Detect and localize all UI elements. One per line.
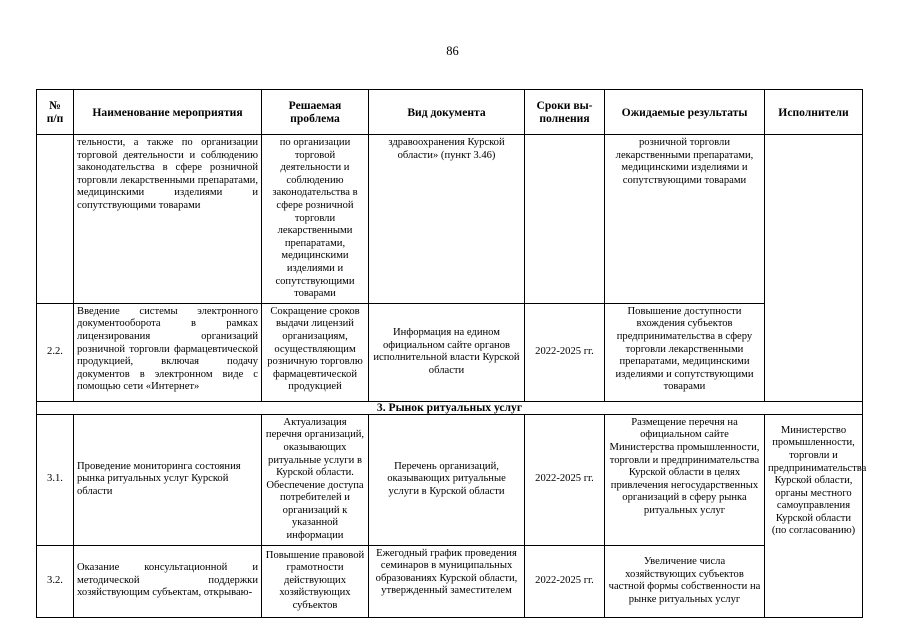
- row-terms: 2022-2025 гг.: [525, 545, 605, 617]
- table-row: [37, 303, 863, 401]
- row-name: тельности, а также по организации торговой деятельности и соблюдению законодательства в сфере розничной торговли лекарственными препаратами, медицинскими изделиями и сопутствующими товарами: [74, 135, 262, 304]
- header-results: Ожидаемые результаты: [605, 90, 765, 135]
- table-row: [37, 135, 863, 304]
- row-name: Оказание консультационной и методической поддержки хозяйствующим субъектам, открываю-: [74, 545, 262, 617]
- table-row: [37, 414, 863, 545]
- section-row: [37, 401, 863, 414]
- header-terms: Сроки вы- полнения: [525, 90, 605, 135]
- row-num: 3.1.: [37, 414, 74, 545]
- row-results: Размещение перечня на официальном сайте Министерства промышленности, торговли и предпринимательства Курской области в целях привлечения негосударственных организаций в сферу рынка ритуальных услуг: [605, 414, 765, 545]
- measures-table-container: [36, 89, 867, 618]
- row-problem: Повышение правовой грамотности действующих хозяйствующих субъектов: [262, 545, 369, 617]
- row-doc: Ежегодный график проведения семинаров в муниципальных образованиях Курской области, утвержденный заместителем: [369, 545, 525, 617]
- row-doc: здравоохранения Курской области» (пункт 3.46): [369, 135, 525, 304]
- row-problem: по организации торговой деятельности и соблюдению законодательства в сфере розничной торговли лекарственными препаратами, медицинскими изделиями и сопутствующими товарами: [262, 135, 369, 304]
- row-terms: 2022-2025 гг.: [525, 414, 605, 545]
- header-name: Наименование мероприятия: [74, 90, 262, 135]
- page-number: 86: [446, 44, 459, 58]
- row-name: Проведение мониторинга состояния рынка ритуальных услуг Курской области: [74, 414, 262, 545]
- row-executors: [765, 414, 867, 617]
- executors-text: Министерство промышленности, торговли и предпринимательства Курской области, органы местного самоуправления Курской области (по согласованию): [768, 424, 867, 537]
- row-problem: Актуализация перечня организаций, оказывающих ритуальные услуги в Курской области. Обеспечение доступа потребителей и организаций к указанной информации: [262, 414, 369, 545]
- row-doc: Информация на едином официальном сайте органов исполнительной власти Курской области: [369, 303, 525, 401]
- header-executors: Исполнители: [765, 90, 863, 135]
- row-problem: Сокращение сроков выдачи лицензий организациям, осуществляющим розничную торговлю фармацевтической продукцией: [262, 303, 369, 401]
- header-problem: Решаемая проблема: [262, 90, 369, 135]
- header-row: [37, 90, 863, 135]
- row-executors-empty: [765, 135, 863, 402]
- row-terms: [525, 135, 605, 304]
- row-num: [37, 135, 74, 304]
- table-row: [37, 545, 863, 617]
- row-results: Повышение доступности вхождения субъектов предпринимательства в сферу торговли лекарственными препаратами, медицинскими изделиями и сопутствующими товарами: [605, 303, 765, 401]
- row-terms: 2022-2025 гг.: [525, 303, 605, 401]
- row-results: Увеличение числа хозяйствующих субъектов частной формы собственности на рынке ритуальных услуг: [605, 545, 765, 617]
- row-results: розничной торговли лекарственными препаратами, медицинскими изделиями и сопутствующими товарами: [605, 135, 765, 304]
- row-doc: Перечень организаций, оказывающих ритуальные услуги в Курской области: [369, 414, 525, 545]
- section-title: 3. Рынок ритуальных услуг: [37, 401, 863, 414]
- header-doc: Вид документа: [369, 90, 525, 135]
- row-num: 3.2.: [37, 545, 74, 617]
- measures-table: [36, 89, 867, 618]
- header-num: № п/п: [37, 90, 74, 135]
- row-name: Введение системы электронного документооборота в рамках лицензирования организаций розничной торговли фармацевтической продукцией, включая подачу документов в электронном виде с помощью сети «Интернет»: [74, 303, 262, 401]
- row-num: 2.2.: [37, 303, 74, 401]
